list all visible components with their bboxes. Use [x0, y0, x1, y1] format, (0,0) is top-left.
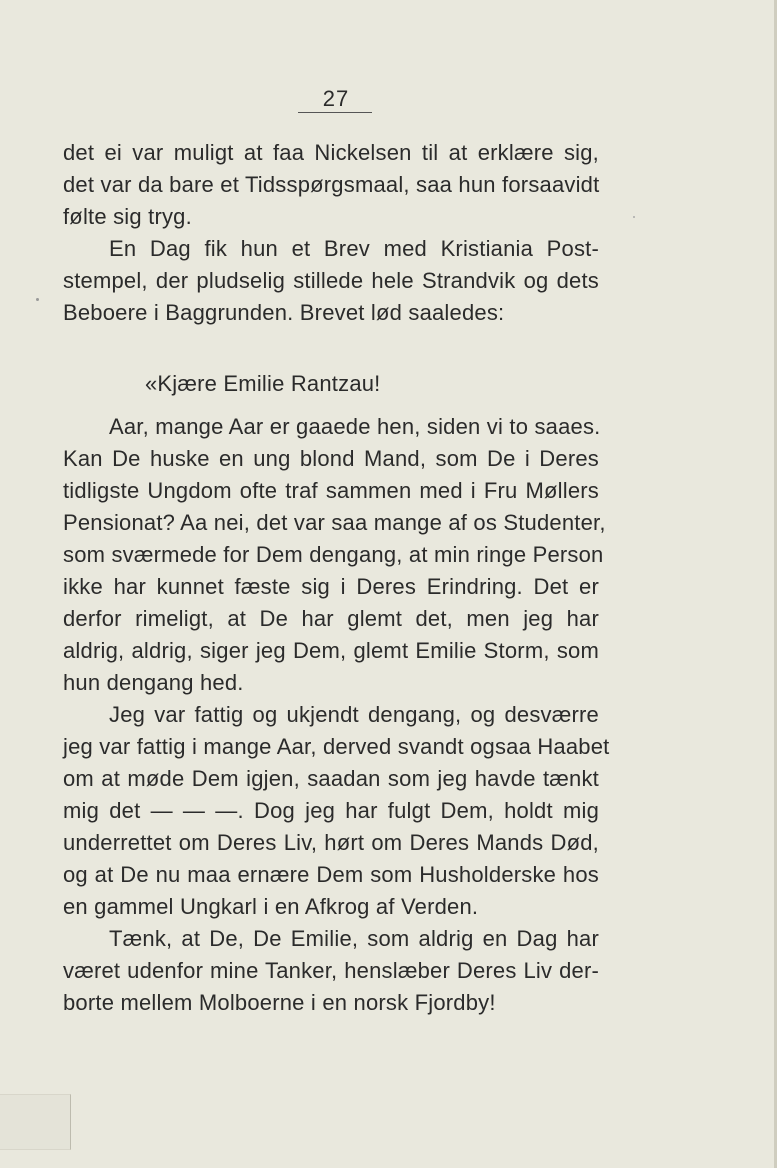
text-line: Beboere i Baggrunden. Brevet lød saaledes: — [63, 300, 505, 325]
text-line: En Dag fik hun et Brev med Kristiania Post- — [109, 236, 599, 261]
text-line: stempel, der pludselig stillede hele Strandvik og dets — [63, 268, 599, 293]
text-line: og at De nu maa ernære Dem som Husholderske hos — [63, 862, 599, 887]
text-line: om at møde Dem igjen, saadan som jeg havde tænkt — [63, 766, 599, 791]
page-tab — [0, 1094, 71, 1150]
margin-dot — [633, 216, 635, 218]
text-line: borte mellem Molboerne i en norsk Fjordby! — [63, 990, 496, 1015]
text-line: derfor rimeligt, at De har glemt det, men jeg har — [63, 606, 599, 631]
text-line: Kan De huske en ung blond Mand, som De i Deres — [63, 446, 599, 471]
text-line: det ei var muligt at faa Nickelsen til at erklære sig, — [63, 140, 599, 165]
text-line: Tænk, at De, De Emilie, som aldrig en Dag har — [109, 926, 599, 951]
text-line: været udenfor mine Tanker, henslæber Deres Liv der- — [63, 958, 599, 983]
text-line: følte sig tryg. — [63, 204, 192, 229]
text-line: mig det — — —. Dog jeg har fulgt Dem, holdt mig — [63, 798, 599, 823]
text-line: en gammel Ungkarl i en Afkrog af Verden. — [63, 894, 479, 919]
text-line: underrettet om Deres Liv, hørt om Deres Mands Død, — [63, 830, 599, 855]
page-number: 27 — [322, 86, 350, 111]
text-line: som sværmede for Dem dengang, at min ringe Person — [63, 542, 604, 567]
page-number-rule — [298, 112, 372, 113]
text-line: tidligste Ungdom ofte traf sammen med i Fru Møllers — [63, 478, 599, 503]
text-line: Jeg var fattig og ukjendt dengang, og desværre — [109, 702, 599, 727]
text-line: jeg var fattig i mange Aar, derved svandt ogsaa Haabet — [63, 734, 610, 759]
text-line: aldrig, aldrig, siger jeg Dem, glemt Emilie Storm, som — [63, 638, 599, 663]
text-line: Pensionat? Aa nei, det var saa mange af os Studenter, — [63, 510, 606, 535]
text-line: det var da bare et Tidsspørgsmaal, saa hun forsaavidt — [63, 172, 600, 197]
letter-salutation: «Kjære Emilie Rantzau! — [145, 371, 381, 396]
text-line: Aar, mange Aar er gaaede hen, siden vi to saaes. — [109, 414, 601, 439]
margin-dot — [36, 298, 39, 301]
text-line: hun dengang hed. — [63, 670, 244, 695]
text-line: ikke har kunnet fæste sig i Deres Erindring. Det er — [63, 574, 599, 599]
